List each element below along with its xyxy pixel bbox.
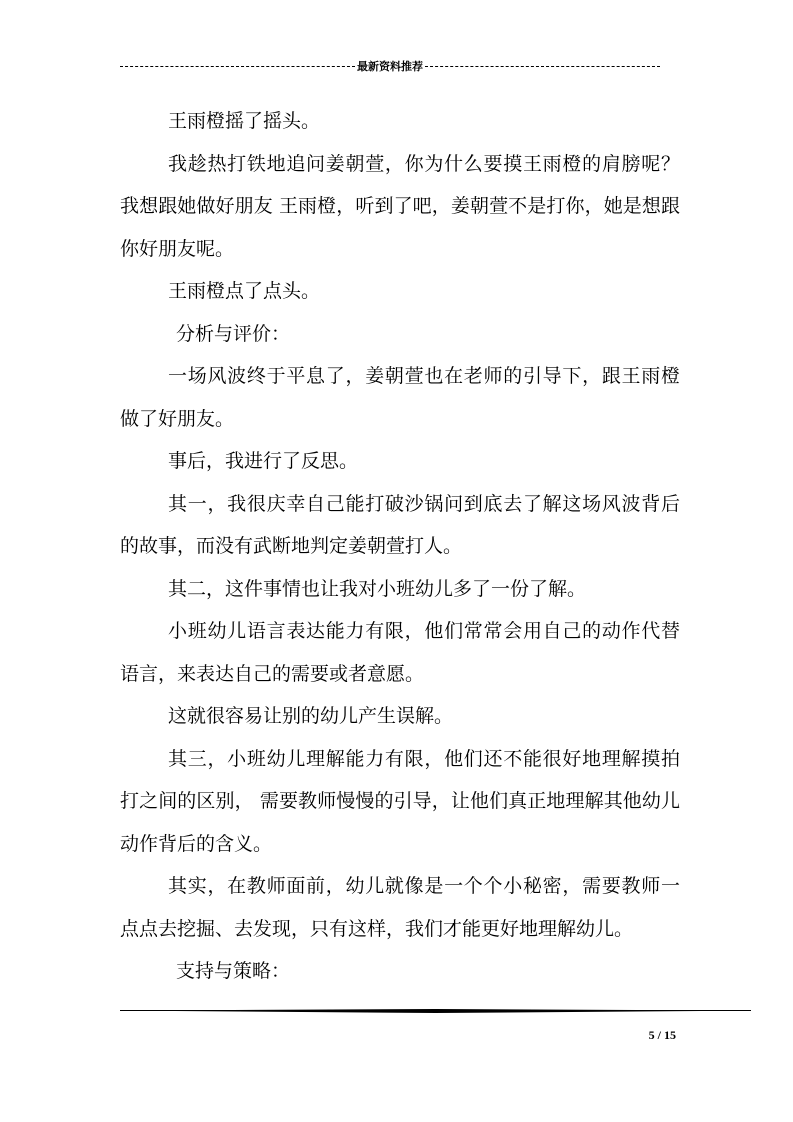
paragraph: 其二，这件事情也让我对小班幼儿多了一份了解。	[168, 577, 587, 600]
footer-divider-thin	[120, 1010, 751, 1011]
paragraph: 其实，在教师面前，幼儿就像是一个个小秘密，需要教师一点点去挖掘、去发现，只有这样，我们才能更好地理解幼儿。	[120, 875, 680, 940]
paragraph: 事后，我进行了反思。	[168, 450, 359, 472]
document-body	[120, 100, 680, 993]
paragraph: 其一，我很庆幸自己能打破沙锅问到底去了解这场风波背后的故事，而没有武断地判定姜朝萱打人。	[120, 492, 680, 557]
paragraph: 这就很容易让别的幼儿产生误解。	[168, 705, 454, 727]
header-dashed-line-right	[425, 66, 660, 67]
section-heading-strategy: 支持与策略：	[176, 960, 291, 982]
paragraph: 我趁热打铁地追问姜朝萱，你为什么要摸王雨橙的肩膀呢？我想跟她做好朋友 王雨橙，听到了吧，姜朝萱不是打你，她是想跟你好朋友呢。	[120, 152, 680, 260]
paragraph: 其三，小班幼儿理解能力有限，他们还不能很好地理解摸拍打之间的区别， 需要教师慢慢的引导，让他们真正地理解其他幼儿动作背后的含义。	[120, 747, 680, 855]
section-heading-analysis: 分析与评价：	[176, 322, 291, 345]
paragraph: 一场风波终于平息了，姜朝萱也在老师的引导下，跟王雨橙做了好朋友。	[120, 365, 680, 430]
page-number: 5 / 15	[648, 1028, 676, 1042]
header-title: 最新资料推荐	[357, 60, 423, 73]
paragraph: 王雨橙点了点头。	[168, 280, 321, 302]
page-header	[120, 58, 660, 74]
paragraph: 小班幼儿语言表达能力有限，他们常常会用自己的动作代替语言，来表达自己的需要或者意愿。	[120, 620, 680, 685]
header-dashed-line-left	[120, 66, 355, 67]
paragraph: 王雨橙摇了摇头。	[168, 110, 321, 132]
